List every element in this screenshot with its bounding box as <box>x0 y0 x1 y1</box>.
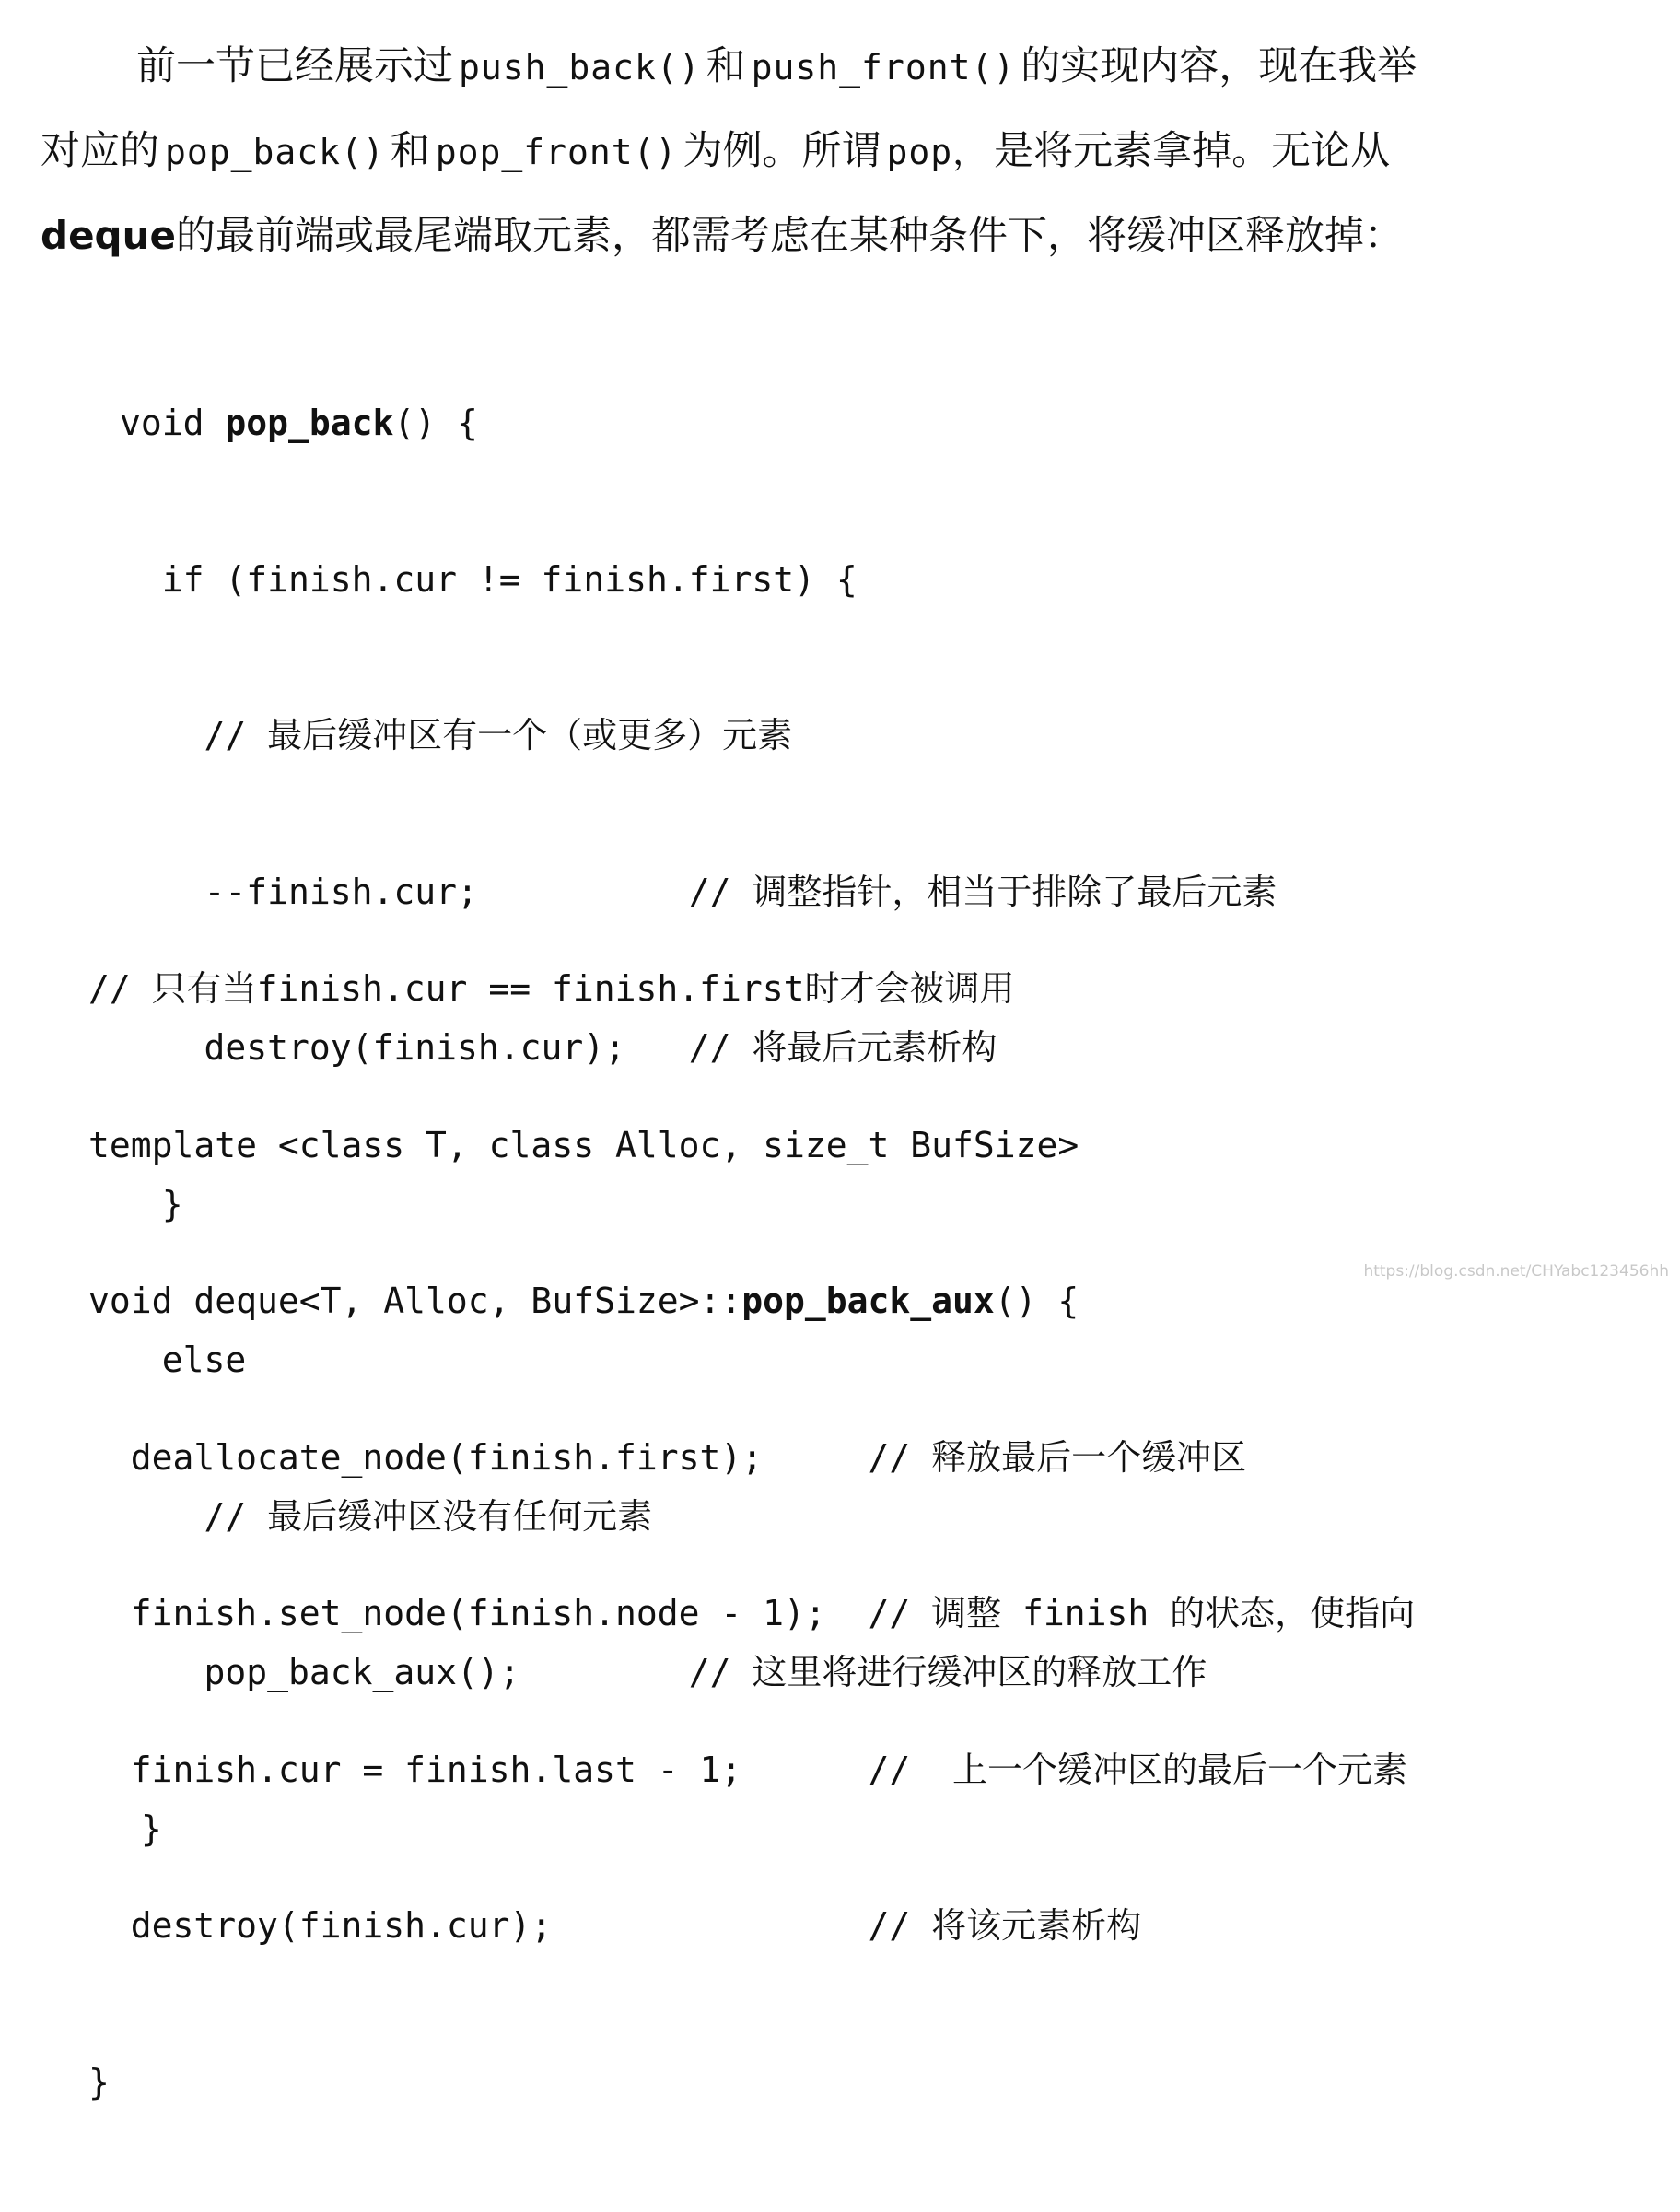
code-line <box>88 963 1415 1015</box>
code-comment: 时才会被调用 <box>804 968 1015 1009</box>
code-comment: 的状态，使指向 <box>1170 1593 1416 1633</box>
code-line <box>120 554 1277 606</box>
code-text: if (finish.cur != finish.first) { <box>120 558 858 600</box>
code-text: // <box>88 968 152 1009</box>
code-comment: 调整 <box>931 1593 1002 1633</box>
code-line <box>88 2056 1415 2109</box>
code-text: () { <box>393 403 478 443</box>
code-text: } <box>88 2061 110 2102</box>
intro-paragraph <box>41 24 1643 278</box>
inline-code: pop， <box>886 132 989 172</box>
code-block-pop-back-aux <box>88 859 1415 2212</box>
code-line <box>88 1744 1415 1797</box>
inline-code: pop_back() <box>165 132 385 172</box>
code-text: // <box>868 1436 932 1478</box>
inline-code: pop_front() <box>435 132 678 172</box>
bold-term: deque <box>41 213 176 258</box>
code-line <box>120 709 1277 762</box>
code-line <box>88 1432 1415 1484</box>
inline-code: push_back() <box>459 47 701 88</box>
code-text: deallocate_node(finish.first); <box>88 1436 869 1478</box>
code-comment: 这里将进行缓冲区的释放工作 <box>752 1652 1208 1692</box>
code-text: () { <box>994 1281 1079 1321</box>
text: 为例。所谓 <box>682 128 881 174</box>
code-text: void deque<T, Alloc, BufSize>:: <box>88 1281 742 1321</box>
code-text: pop_back_aux(); <box>120 1652 689 1692</box>
code-text: // <box>688 1027 752 1068</box>
code-comment: finish <box>1001 1593 1171 1633</box>
code-text: finish.cur == finish.first <box>256 968 805 1009</box>
text: 对应的 <box>41 128 159 174</box>
code-line <box>88 1900 1415 1952</box>
code-line <box>88 1119 1415 1172</box>
inline-code: push_front() <box>751 47 1016 88</box>
code-line <box>88 1587 1415 1640</box>
text: 的实现内容，现在我举 <box>1021 43 1418 89</box>
paragraph-line-1 <box>41 24 1643 109</box>
code-text: } <box>120 1183 183 1224</box>
code-text: // <box>868 1905 932 1946</box>
code-comment: 最后缓冲区有一个（或更多）元素 <box>267 715 793 755</box>
code-text: destroy(finish.cur); <box>88 1905 869 1946</box>
code-text: } <box>120 1808 162 1849</box>
code-text: // <box>120 715 268 755</box>
code-comment: 最后缓冲区没有任何元素 <box>267 1495 653 1537</box>
code-text: // <box>120 1495 268 1537</box>
code-comment: 调整指针，相当于排除了最后元素 <box>752 871 1278 912</box>
code-text: finish.cur = finish.last - 1; <box>88 1749 869 1790</box>
code-comment: 释放最后一个缓冲区 <box>931 1436 1247 1478</box>
code-text: // <box>868 1749 952 1790</box>
paragraph-line-3 <box>41 193 1643 278</box>
code-text: // <box>868 1593 932 1633</box>
text: 前一节已经展示过 <box>136 43 453 89</box>
text: 和 <box>706 43 746 89</box>
code-text: finish.set_node(finish.node - 1); <box>88 1593 869 1633</box>
code-comment: 将最后元素析构 <box>752 1027 998 1068</box>
code-text: template <class T, class Alloc, size_t BufSize> <box>88 1124 1079 1165</box>
text: 是将元素拿掉。无论从 <box>994 128 1391 174</box>
code-line <box>120 397 1277 450</box>
code-text: --finish.cur; <box>120 871 689 912</box>
code-comment: 上一个缓冲区的最后一个元素 <box>952 1749 1408 1790</box>
paragraph-line-2 <box>41 109 1643 193</box>
code-text: else <box>120 1340 247 1380</box>
code-comment: 只有当 <box>151 968 257 1009</box>
function-name: pop_back <box>225 403 394 443</box>
code-text: // <box>688 871 752 912</box>
text: 的最前端或最尾端取元素，都需考虑在某种条件下，将缓冲区释放掉： <box>176 213 1404 259</box>
watermark: https://blog.csdn.net/CHYabc123456hh <box>1363 1262 1669 1281</box>
code-text: // <box>688 1652 752 1692</box>
code-line <box>88 1275 1415 1328</box>
code-comment: 将该元素析构 <box>931 1905 1142 1946</box>
text: 和 <box>390 128 430 174</box>
function-name: pop_back_aux <box>741 1281 995 1321</box>
code-text: void <box>120 403 226 443</box>
code-text: destroy(finish.cur); <box>120 1027 689 1068</box>
